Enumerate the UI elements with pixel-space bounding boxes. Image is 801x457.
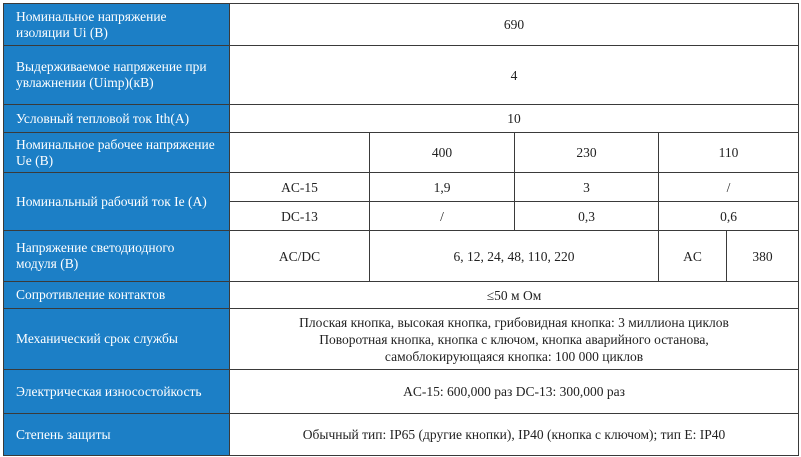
type-dc13: DC-13 (230, 202, 370, 231)
type-ac15: AC-15 (230, 173, 370, 202)
row-contact-resistance (4, 282, 799, 309)
label-protection: Степень защиты (4, 414, 230, 456)
value-mechanical-life (230, 309, 799, 370)
value-ac15-2: 3 (515, 173, 659, 202)
value-dc13-3: 0,6 (659, 202, 799, 231)
value-electrical-life: AC-15: 600,000 раз DC-13: 300,000 раз (230, 370, 799, 414)
value-thermal-current: 10 (230, 105, 799, 133)
label-mechanical-life: Механический срок службы (4, 309, 230, 370)
label-electrical-life: Электрическая износостойкость (4, 370, 230, 414)
label-thermal-current: Условный тепловой ток Ith(A) (4, 105, 230, 133)
label-working-current: Номинальный рабочий ток Ie (A) (4, 173, 230, 231)
type-acdc: AC/DC (230, 231, 370, 282)
mechanical-life-line-2: Поворотная кнопка, кнопка с ключом, кнопка аварийного останова, (319, 331, 709, 347)
label-working-voltage: Номинальное рабочее напряжение Ue (В) (4, 133, 230, 173)
label-led-voltage: Напряжение светодиодного модуля (В) (4, 231, 230, 282)
label-impulse-voltage: Выдерживаемое напряжение при увлажнении (Uimp)(кВ) (4, 46, 230, 105)
value-protection: Обычный тип: IP65 (другие кнопки), IP40 (кнопка с ключом); тип E: IP40 (230, 414, 799, 456)
value-working-voltage-2: 230 (515, 133, 659, 173)
value-contact-resistance: ≤50 м Ом (230, 282, 799, 309)
value-dc13-1: / (370, 202, 515, 231)
value-insulation-voltage: 690 (230, 4, 799, 46)
value-led-voltages: 6, 12, 24, 48, 110, 220 (370, 231, 659, 282)
value-working-voltage-1: 400 (370, 133, 515, 173)
value-ac15-3: / (659, 173, 799, 202)
row-electrical-life (4, 370, 799, 414)
label-insulation-voltage: Номинальное напряжение изоляции Ui (В) (4, 4, 230, 46)
mechanical-life-line-1: Плоская кнопка, высокая кнопка, грибовидная кнопка: 3 миллиона циклов (299, 314, 729, 330)
row-working-current-ac (4, 173, 799, 202)
label-led-ac: AC (659, 231, 727, 282)
row-working-voltage (4, 133, 799, 173)
row-thermal-current (4, 105, 799, 133)
mechanical-life-line-3: самоблокирующаяся кнопка: 100 000 циклов (384, 348, 644, 364)
value-working-voltage-3: 110 (659, 133, 799, 173)
row-protection (4, 414, 799, 456)
empty-cell (230, 133, 370, 173)
spec-table (3, 3, 799, 456)
row-insulation-voltage (4, 4, 799, 46)
value-dc13-2: 0,3 (515, 202, 659, 231)
value-impulse-voltage: 4 (230, 46, 799, 105)
row-led-voltage (4, 231, 799, 282)
row-mechanical-life (4, 309, 799, 370)
value-led-ac: 380 (727, 231, 799, 282)
value-ac15-1: 1,9 (370, 173, 515, 202)
row-impulse-voltage (4, 46, 799, 105)
label-contact-resistance: Сопротивление контактов (4, 282, 230, 309)
